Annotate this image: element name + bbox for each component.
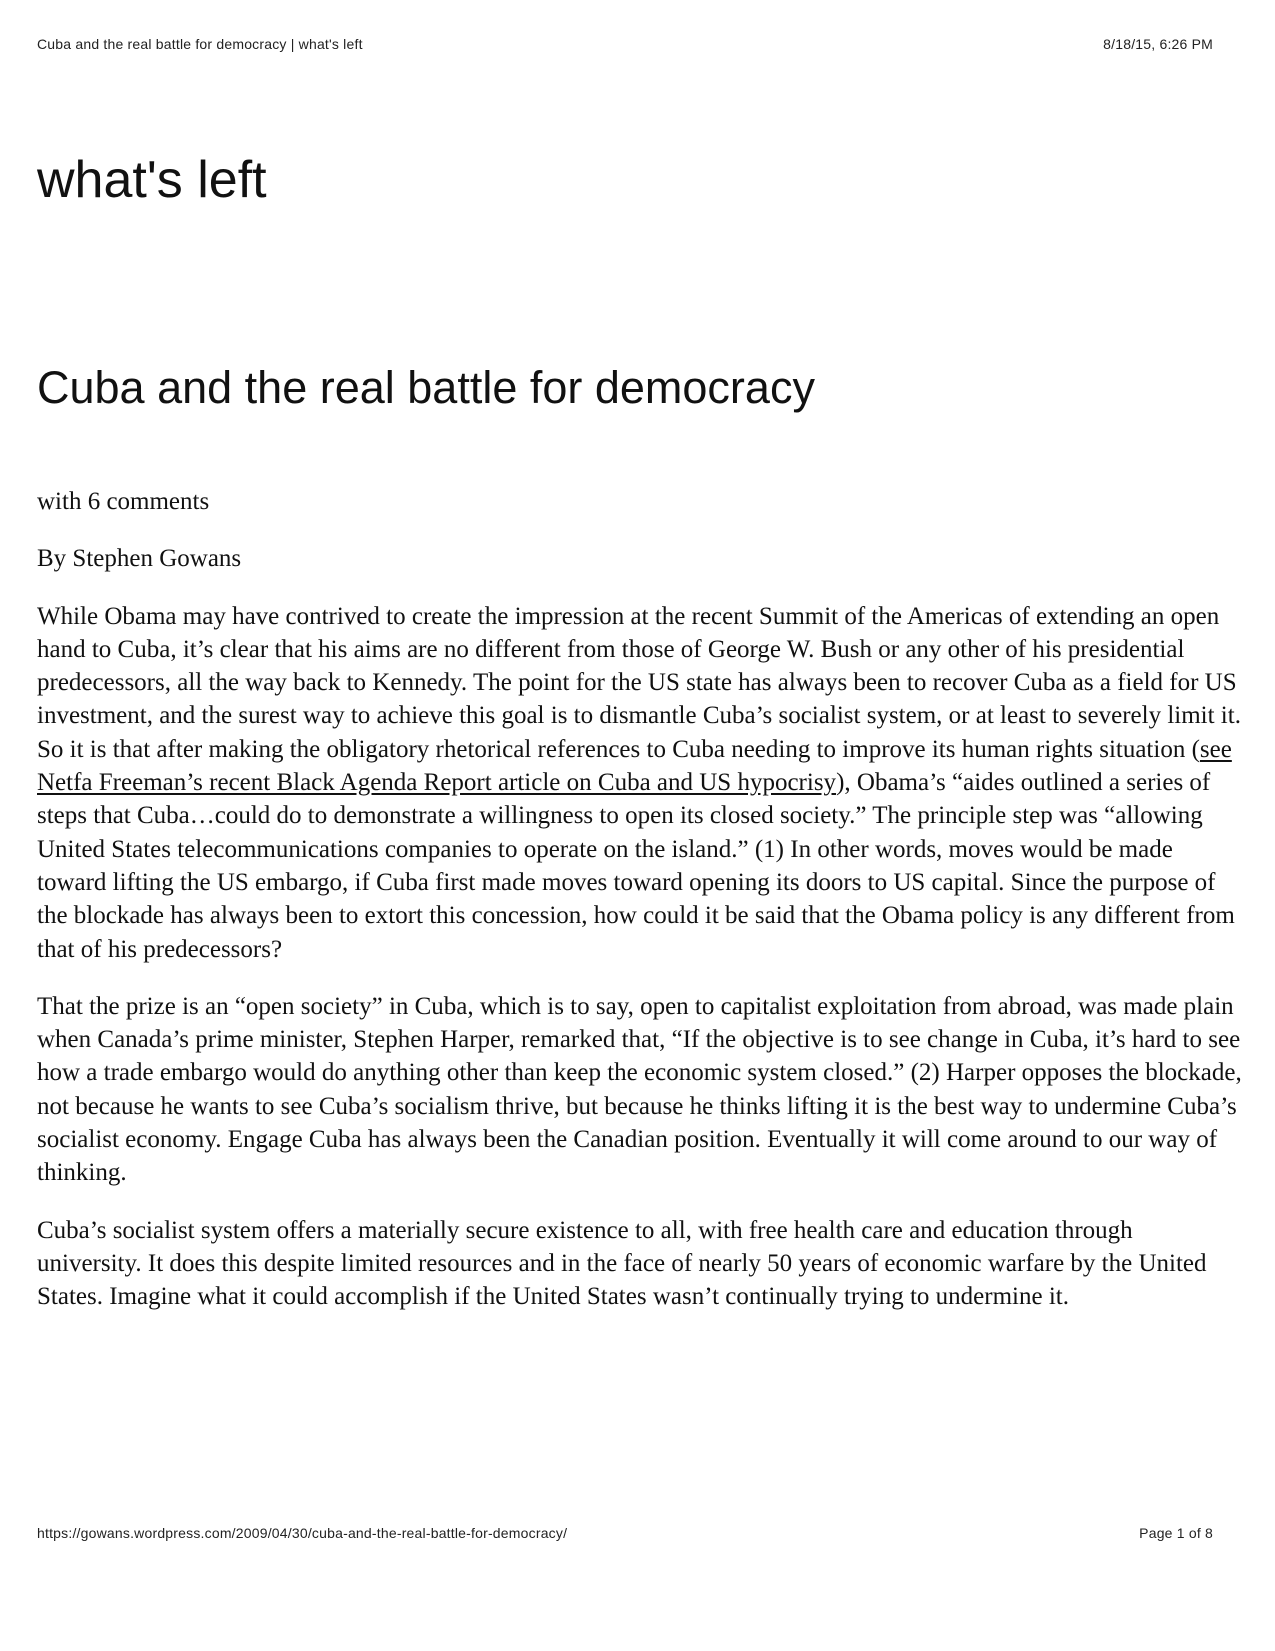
print-footer-url: https://gowans.wordpress.com/2009/04/30/cuba-and-the-real-battle-for-democracy/ — [37, 1525, 568, 1541]
print-header-datetime: 8/18/15, 6:26 PM — [1103, 36, 1213, 52]
print-footer-page-number: Page 1 of 8 — [1139, 1525, 1213, 1541]
print-footer — [37, 1525, 1213, 1541]
byline: By Stephen Gowans — [37, 545, 242, 573]
comments-link[interactable]: with 6 comments — [37, 488, 210, 515]
paragraph-2: That the prize is an “open society” in Cuba, which is to say, open to capitalist exploitation from abroad, was made plain when Canada’s prime minister, Stephen Harper, remarked that, “If the objective is to see change in Cuba, it’s hard to see how a trade embargo would do anything other than keep the economic system closed.” (2) Harper opposes the blockade, not because he wants to see Cuba’s socialism thrive, but because he thinks lifting it is the best way to undermine Cuba’s socialist economy. Engage Cuba has always been the Canadian position. Eventually it will come around to our way of thinking. — [37, 992, 1242, 1187]
print-header-page-title: Cuba and the real battle for democracy | what's left — [37, 36, 363, 52]
paragraph-1-text-a: While Obama may have contrived to create the impression at the recent Summit of the Americas of extending an open hand to Cuba, it’s clear that his aims are no different from those of George W. Bush or any other of his presidential predecessors, all the way back to Kennedy. The point for the US state has always been to recover Cuba as a field for US investment, and the surest way to achieve this goal is to dismantle Cuba’s socialist system, or at least to severely limit it. So it is that after making the obligatory rhetorical references to Cuba needing to improve its human rights situation ( — [37, 602, 1241, 763]
site-title[interactable]: what's left — [37, 151, 267, 209]
paragraph-1-text-b: ), Obama’s “aides outlined a series of steps that Cuba…could do to demonstrate a willingness to open its closed society.” The principle step was “allowing United States telecommunications companies to operate on the island.” (1) In other words, moves would be made toward lifting the US embargo, if Cuba first made moves toward opening its doors to US capital. Since the purpose of the blockade has always been to extort this concession, how could it be said that the Obama policy is any different from that of his predecessors? — [37, 769, 1235, 963]
paragraph-3: Cuba’s socialist system offers a materially secure existence to all, with free health care and education through university. It does this despite limited resources and in the face of nearly 50 years of economic warfare by the United States. Imagine what it could accomplish if the United States wasn’t continually trying to undermine it. — [37, 1216, 1207, 1311]
paragraph-1 — [37, 600, 1242, 966]
article-body — [37, 485, 1242, 1338]
netfa-freeman-article-link[interactable]: see Netfa Freeman’s recent Black Agenda Report article on Cuba and US hypocrisy — [37, 735, 1232, 797]
post-title[interactable]: Cuba and the real battle for democracy — [37, 362, 815, 413]
print-header — [37, 36, 1213, 52]
